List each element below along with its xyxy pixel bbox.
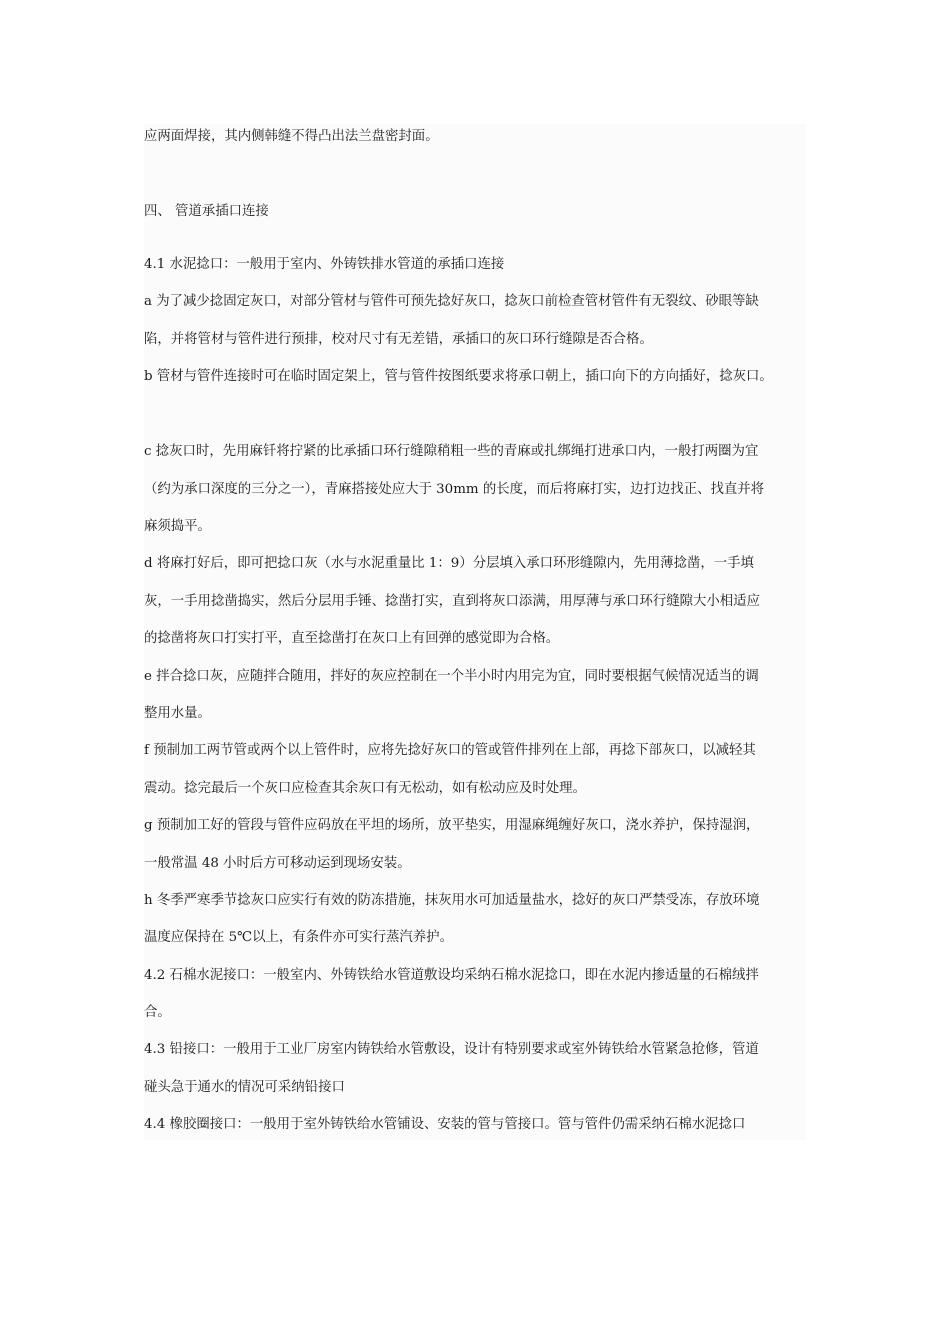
paragraph-line: 温度应保持在 5℃以上，有条件亦可实行蒸汽养护。 xyxy=(144,930,453,945)
paragraph-line: c 捻灰口时，先用麻钎将拧紧的比承插口环行缝隙稍粗一些的青麻或扎绑绳打进承口内，一般打两圈为宜 xyxy=(144,444,759,459)
document-body xyxy=(144,124,806,1140)
paragraph-line: h 冬季严寒季节捻灰口应实行有效的防冻措施，抹灰用水可加适量盐水，捻好的灰口严禁受冻，存放环境 xyxy=(144,893,760,908)
paragraph-line: 4.3 铅接口：一般用于工业厂房室内铸铁给水管敷设，设计有特别要求或室外铸铁给水管紧急抢修，管道 xyxy=(144,1042,759,1057)
paragraph-line: 陷，并将管材与管件进行预排，校对尺寸有无差错，承插口的灰口环行缝隙是否合格。 xyxy=(144,332,653,347)
paragraph-line: 灰，一手用捻凿捣实，然后分层用手锤、捻凿打实，直到将灰口添满，用厚薄与承口环行缝隙大小相适应 xyxy=(144,594,760,609)
paragraph-line: 应两面焊接，其内侧韩缝不得凸出法兰盘密封面。 xyxy=(144,129,439,144)
paragraph-line: 的捻凿将灰口打实打平，直至捻凿打在灰口上有回弹的感觉即为合格。 xyxy=(144,631,560,646)
paragraph-line: 整用水量。 xyxy=(144,706,211,721)
paragraph-line: b 管材与管件连接时可在临时固定架上，管与管件按图纸要求将承口朝上，插口向下的方向插好，捻灰口。 xyxy=(144,369,773,384)
paragraph-line: 4.4 橡胶圈接口：一般用于室外铸铁给水管铺设、安装的管与管接口。管与管件仍需采纳石棉水泥捻口 xyxy=(144,1117,746,1132)
paragraph-line: 震动。捻完最后一个灰口应检查其余灰口有无松动，如有松动应及时处理。 xyxy=(144,781,586,796)
paragraph-line: 碰头急于通水的情况可采纳铅接口 xyxy=(144,1080,345,1095)
paragraph-line: e 拌合捻口灰，应随拌合随用，拌好的灰应控制在一个半小时内用完为宜，同时要根据气候情况适当的调 xyxy=(144,669,759,684)
paragraph-line: d 将麻打好后，即可把捻口灰（水与水泥重量比 1：9）分层填入承口环形缝隙内，先用薄捻凿，一手填 xyxy=(144,556,754,571)
paragraph-line: f 预制加工两节管或两个以上管件时，应将先捻好灰口的管或管件排列在上部，再捻下部灰口，以减轻其 xyxy=(144,743,756,758)
paragraph-line: （约为承口深度的三分之一），青麻搭接处应大于 30mm 的长度，而后将麻打实，边打边找正、找直并将 xyxy=(144,482,765,497)
paragraph-line: 一般常温 48 小时后方可移动运到现场安装。 xyxy=(144,856,411,871)
section-heading: 四、 管道承插口连接 xyxy=(144,204,269,219)
paragraph-line: 4.2 石棉水泥接口：一般室内、外铸铁给水管道敷设均采纳石棉水泥捻口，即在水泥内掺适量的石棉绒拌 xyxy=(144,968,759,983)
paragraph-line: 麻须捣平。 xyxy=(144,519,211,534)
paragraph-line: 合。 xyxy=(144,1005,171,1020)
subsection-heading: 4.1 水泥捻口：一般用于室内、外铸铁排水管道的承插口连接 xyxy=(144,257,505,272)
paragraph-line: a 为了减少捻固定灰口，对部分管材与管件可预先捻好灰口，捻灰口前检查管材管件有无裂纹、砂眼等缺 xyxy=(144,294,759,309)
paragraph-line: g 预制加工好的管段与管件应码放在平坦的场所，放平垫实，用湿麻绳缠好灰口，浇水养护，保持湿润， xyxy=(144,818,760,833)
